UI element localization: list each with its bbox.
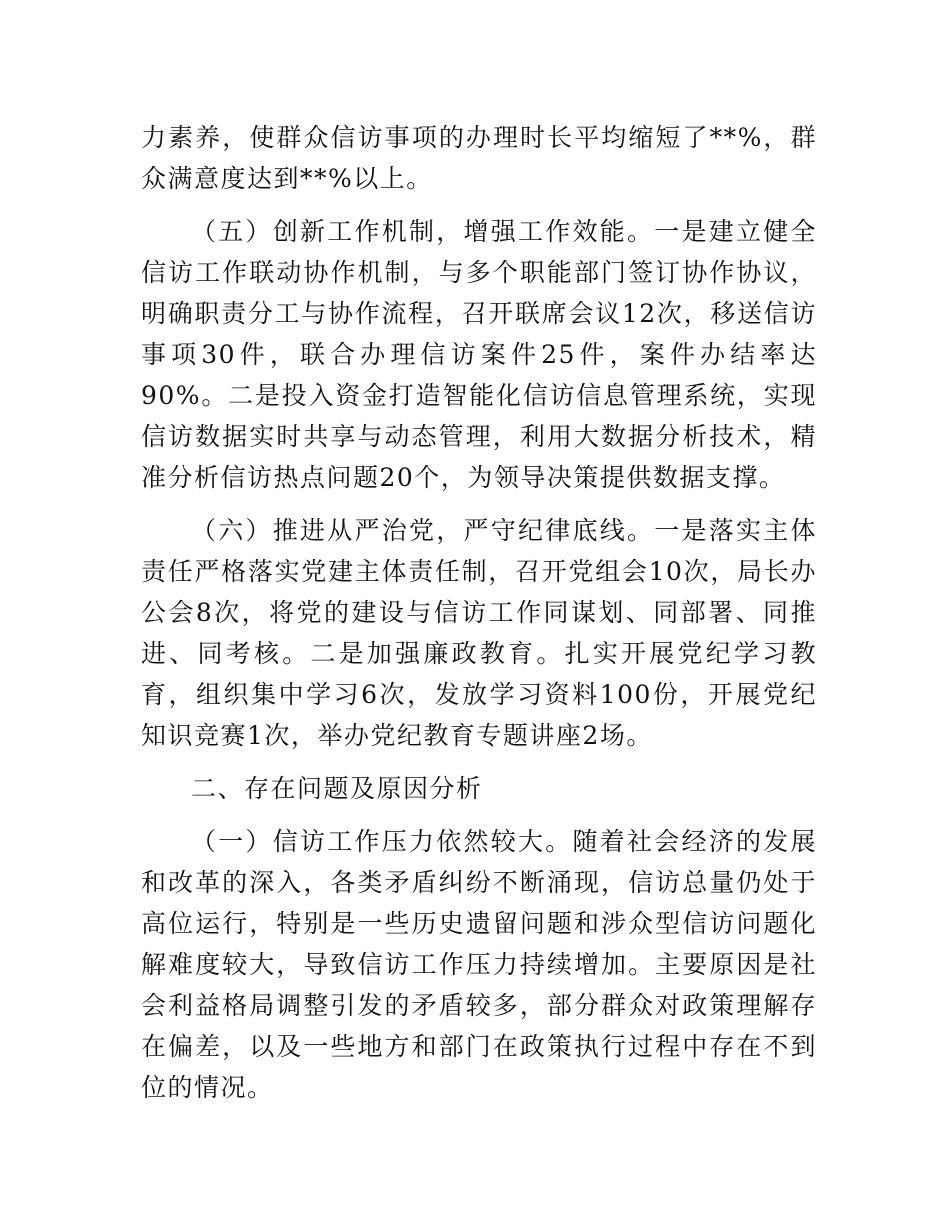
document-page	[141, 117, 817, 1120]
paragraph-continuation: 力素养，使群众信访事项的办理时长平均缩短了**%，群众满意度达到**%以上。	[141, 123, 817, 193]
section-heading-problems: 二、存在问题及原因分析	[191, 774, 483, 803]
paragraph-section-6: （六）推进从严治党，严守纪律底线。一是落实主体责任严格落实党建主体责任制，召开党组会10次，局长办公会8次，将党的建设与信访工作同谋划、同部署、同推进、同考核。二是加强廉政教育。扎实开展党纪学习教育，组织集中学习6次，发放学习资料100份，开展党纪知识竞赛1次，举办党纪教育专题讲座2场。	[141, 516, 817, 750]
paragraph-section-5: （五）创新工作机制，增强工作效能。一是建立健全信访工作联动协作机制，与多个职能部门签订协作协议，明确职责分工与协作流程，召开联席会议12次，移送信访事项30件，联合办理信访案件25件，案件办结率达90%。二是投入资金打造智能化信访信息管理系统，实现信访数据实时共享与动态管理，利用大数据分析技术，精准分析信访热点问题20个，为领导决策提供数据支撑。	[141, 217, 817, 492]
paragraph-problem-1: （一）信访工作压力依然较大。随着社会经济的发展和改革的深入，各类矛盾纠纷不断涌现，信访总量仍处于高位运行，特别是一些历史遗留问题和涉众型信访问题化解难度较大，导致信访工作压力持续增加。主要原因是社会利益格局调整引发的矛盾较多，部分群众对政策理解存在偏差，以及一些地方和部门在政策执行过程中存在不到位的情况。	[141, 827, 817, 1102]
